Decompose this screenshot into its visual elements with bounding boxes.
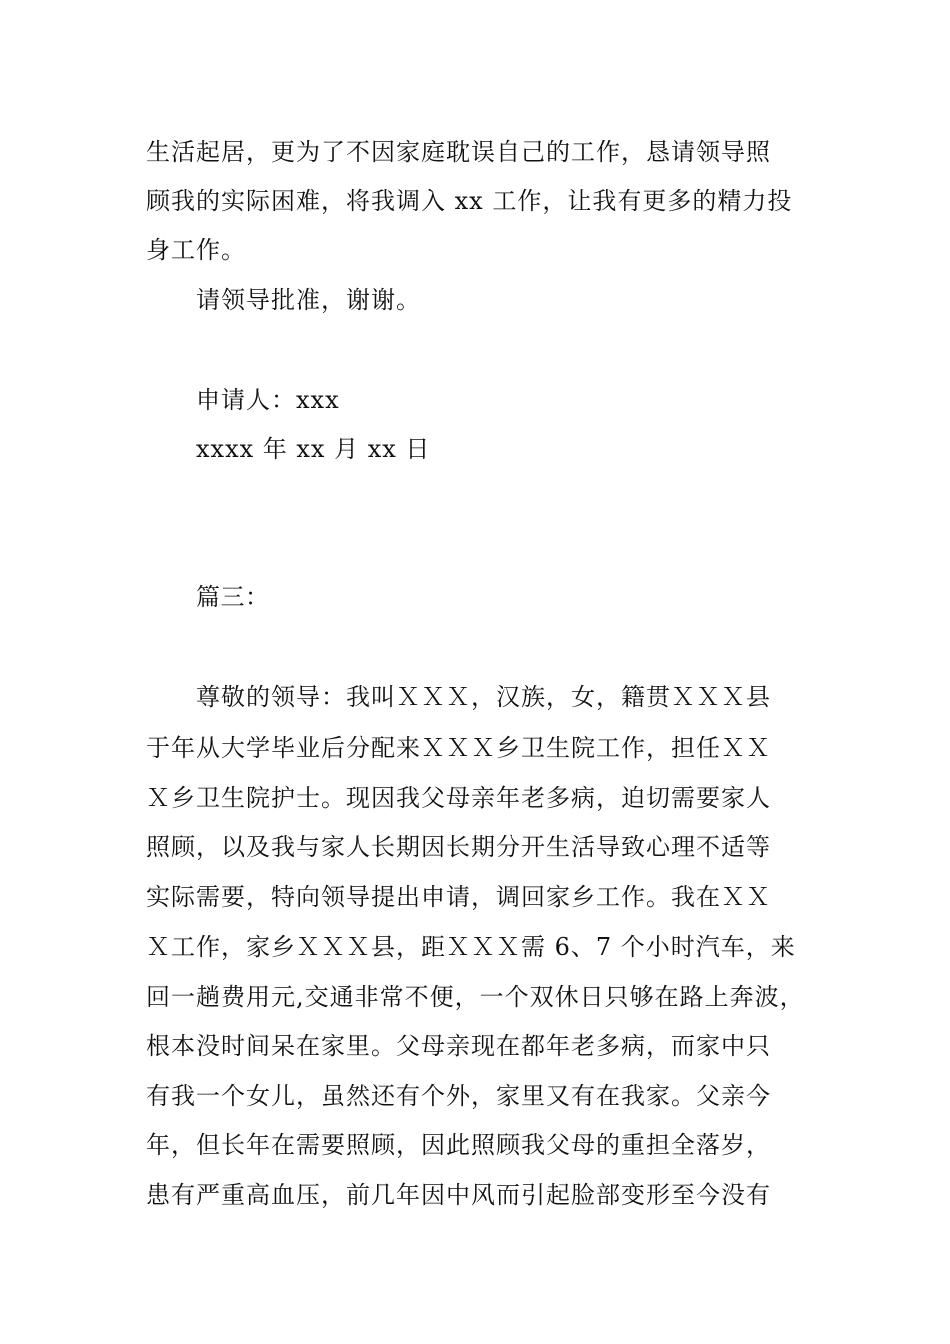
- intro-line-1: 生活起居，更为了不因家庭耽误自己的工作，恳请领导照: [146, 138, 771, 166]
- body-line-4: 照顾，以及我与家人长期因长期分开生活导致心理不适等: [146, 833, 771, 861]
- date-line: xxxx 年 xx 月 xx 日: [196, 435, 431, 463]
- intro-line-3: 身工作。: [146, 236, 246, 264]
- body-line-8: 根本没时间呆在家里。父母亲现在都年老多病，而家中只: [146, 1032, 771, 1060]
- body-line-5: 实际需要，特向领导提出申请，调回家乡工作。我在ＸＸ: [146, 883, 771, 911]
- body-line-1: 尊敬的领导：我叫ＸＸＸ，汉族，女，籍贯ＸＸＸ县: [196, 683, 771, 711]
- body-line-2: 于年从大学毕业后分配来ＸＸＸ乡卫生院工作，担任ＸＸ: [146, 734, 771, 762]
- body-line-10: 年，但长年在需要照顾，因此照顾我父母的重担全落岁，: [146, 1131, 771, 1159]
- applicant-line: 申请人：xxx: [196, 386, 340, 414]
- body-line-3: Ｘ乡卫生院护士。现因我父母亲年老多病，迫切需要家人: [146, 784, 771, 812]
- body-line-7: 回一趟费用元,交通非常不便，一个双休日只够在路上奔波，: [146, 983, 805, 1011]
- approval-request: 请领导批准，谢谢。: [196, 286, 421, 314]
- body-line-6: Ｘ工作，家乡ＸＸＸ县，距ＸＸＸ需 6、7 个小时汽车，来: [146, 933, 796, 961]
- intro-line-2: 顾我的实际困难，将我调入 xx 工作，让我有更多的精力投: [146, 187, 793, 215]
- body-line-9: 有我一个女儿，虽然还有个外，家里又有在我家。父亲今: [146, 1082, 771, 1110]
- body-line-11: 患有严重高血压，前几年因中风而引起脸部变形至今没有: [146, 1181, 771, 1209]
- section-title: 篇三：: [196, 583, 270, 611]
